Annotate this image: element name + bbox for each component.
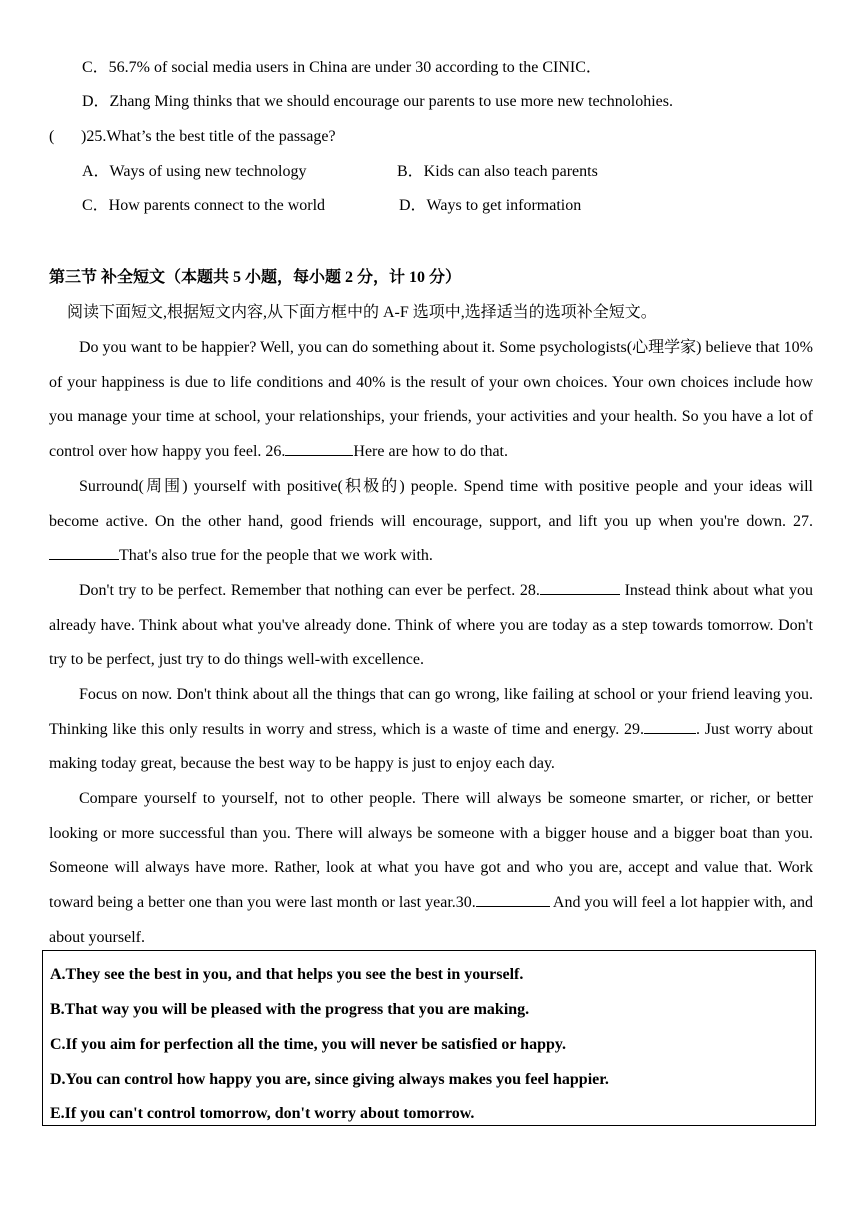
q25-option-a: A．Ways of using new technology bbox=[82, 163, 307, 180]
blank-26[interactable] bbox=[285, 441, 353, 456]
p5-text-a: Compare yourself to yourself, not to other people. There will always be someone smarter, or richer, or better looking or more successful than you. There will always be someone with a bigger house and a bigger boat than you. Someone will always have more. Rather, look at what you have got and who you are, accept and value that. Work toward being a better one than you were last month or last year.30. bbox=[49, 790, 813, 912]
p1-text-b: Here are how to do that. bbox=[353, 443, 508, 461]
p4-text-a: Focus on now. Don't think about all the things that can go wrong, like failing at school or your friend leaving you. Thinking like this only results in worry and stress, which is a waste of time and energy. 29. bbox=[49, 686, 813, 738]
q25-option-b: B．Kids can also teach parents bbox=[397, 163, 598, 180]
option-d: D.You can control how happy you are, since giving always makes you feel happier. bbox=[50, 1071, 609, 1088]
p5-text-b: And you will feel a lot happier with, and about yourself. bbox=[49, 894, 813, 946]
blank-28[interactable] bbox=[540, 580, 620, 595]
q24-option-c: C．56.7% of social media users in China are under 30 according to the CINIC． bbox=[82, 59, 602, 76]
option-b: B.That way you will be pleased with the progress that you are making. bbox=[50, 1001, 530, 1018]
section3-instruction: 阅读下面短文,根据短文内容,从下面方框中的 A-F 选项中,选择适当的选项补全短文。 bbox=[67, 304, 657, 321]
option-a: A.They see the best in you, and that helps you see the best in yourself. bbox=[50, 966, 524, 983]
p3-text-a: Don't try to be perfect. Remember that nothing can ever be perfect. 28. bbox=[79, 582, 540, 599]
passage-paragraph-5 bbox=[49, 782, 813, 956]
blank-27[interactable] bbox=[49, 545, 119, 560]
q24-option-d: D．Zhang Ming thinks that we should encourage our parents to use more new technolohies. bbox=[82, 93, 673, 110]
blank-30[interactable] bbox=[476, 892, 550, 907]
p2-text-a: Surround(周围) yourself with positive(积极的) people. Spend time with positive people and your ideas will become active. On the other hand, good friends will encourage, support, and lift you up when you're down. 27. bbox=[49, 478, 813, 530]
p4-text-b: . Just worry about making today great, because the best way to be happy is just to enjoy each day. bbox=[49, 720, 814, 773]
q25-stem: )25.What’s the best title of the passage? bbox=[81, 128, 336, 145]
passage-paragraph-4 bbox=[49, 678, 813, 782]
passage-paragraph-3 bbox=[49, 574, 813, 678]
passage-paragraph-1 bbox=[49, 331, 813, 470]
option-c: C.If you aim for perfection all the time, you will never be satisfied or happy. bbox=[50, 1036, 566, 1053]
passage-paragraph-2 bbox=[49, 470, 813, 574]
q25-answer-paren: ( bbox=[49, 128, 55, 145]
p1-text-a: Do you want to be happier? Well, you can do something about it. Some psychologists(心理学家) believe that 10% of your happiness is due to life conditions and 40% is the result of your own choices. Your own choices include how you manage your time at school, your relationships, your friends, your activities and your health. So you have a lot of control over how happy you feel. 26. bbox=[49, 339, 813, 461]
blank-29[interactable] bbox=[644, 719, 696, 734]
p2-text-b: That's also true for the people that we work with. bbox=[119, 547, 433, 565]
q25-option-c: C．How parents connect to the world bbox=[82, 197, 326, 214]
option-e: E.If you can't control tomorrow, don't worry about tomorrow. bbox=[50, 1105, 475, 1122]
section3-heading: 第三节 补全短文（本题共 5 小题，每小题 2 分，计 10 分） bbox=[49, 269, 462, 286]
q25-option-d: D．Ways to get information bbox=[399, 197, 582, 214]
p3-text-b: Instead think about what you already have. Think about what you've already done. Think of where you are today as a step towards tomorrow. Don't try to be perfect, just try to do things well-with excellence. bbox=[49, 582, 813, 669]
options-box bbox=[42, 950, 816, 1126]
